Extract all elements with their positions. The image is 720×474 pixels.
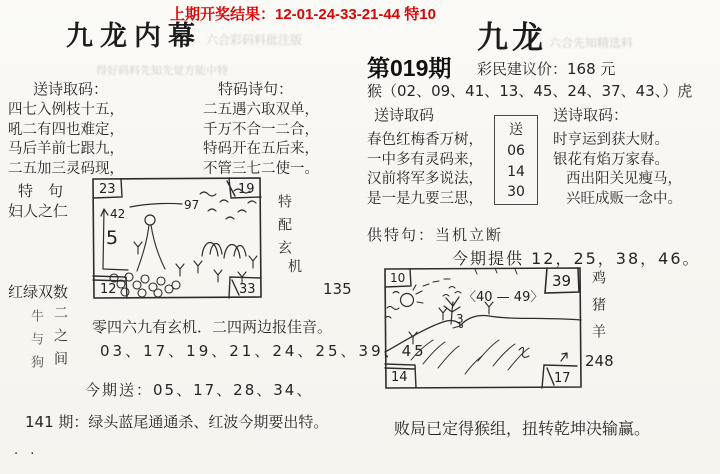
poem-line: 春色红梅香万树， xyxy=(367,132,483,148)
sketch-corner-tr: 39 xyxy=(552,272,572,290)
provide-line: 今期提供 12，25，38，46。 xyxy=(452,249,701,268)
zodiac-line: 猴（02、09、41、13、45、24、37、43、）虎 xyxy=(367,82,693,100)
send-box-label: 送 xyxy=(509,122,523,138)
mystery-line: 零四六九有玄机．二四两边报佳音。 xyxy=(92,318,333,336)
sketch-num-c: 5 xyxy=(106,227,119,249)
poem-line: 四七入例枝十五， xyxy=(8,102,124,118)
left-page-title: 九龙内幕 xyxy=(66,21,202,52)
send-box-number: 14 xyxy=(507,163,525,180)
numbers-line: 03、17、19、21、24、25、39、45 xyxy=(100,342,427,360)
left-title-subtext: 六合彩码料批注版 xyxy=(206,33,303,47)
right-side-number: 248 xyxy=(585,352,614,370)
zodiac-column: 牛与狗 xyxy=(28,309,43,378)
poem-line: 二五加三灵码现， xyxy=(8,160,124,177)
left-faded-line: 得好码料先知先觉方能中特 xyxy=(96,64,228,77)
right-bottom-line: 败局已定得猴组，扭转乾坤决输赢。 xyxy=(394,419,651,438)
sketch-corner-br: 33 xyxy=(239,282,256,297)
sketch-corner-tl: 10 xyxy=(390,271,406,285)
sketch-corner-bl: 12 xyxy=(100,282,117,297)
sketch-num-a: 42 xyxy=(110,207,126,221)
send-numbers-box xyxy=(494,115,538,205)
left-side-vertical: 特配玄 xyxy=(276,194,292,263)
right-page-title: 九龙 xyxy=(477,20,547,56)
right-send-header-right: 送诗取码： xyxy=(553,106,629,124)
left-te-label: 特 句 xyxy=(18,182,64,200)
poem-line: 时亨运到获大财。 xyxy=(553,132,669,148)
poem-line: 汉前将军多说法， xyxy=(367,171,483,187)
poem-line: 西出阳关见瘦马， xyxy=(566,171,682,187)
corner-marks: · · xyxy=(14,447,39,462)
left-side-number: 135 xyxy=(323,280,352,298)
sketch-corner-tl: 23 xyxy=(99,182,116,197)
poem-line: 是一是九要三思， xyxy=(367,190,483,207)
poem-line: 吼二有四也难定， xyxy=(8,121,124,138)
poem-line: 特码开在五后来， xyxy=(203,141,319,157)
send-box-number: 30 xyxy=(507,183,525,200)
poem-line: 千万不合一二合， xyxy=(203,121,319,138)
between-column: 二之间 xyxy=(52,305,68,374)
special-phrase-line: 供特句：当机立断 xyxy=(367,226,504,244)
sketch-num-b: 97 xyxy=(184,198,200,212)
issue-number: 第019期 xyxy=(367,55,452,81)
sketch-range-label: 〈40 — 49〉 xyxy=(463,290,544,305)
sketch-tree-number: 3 xyxy=(456,312,464,326)
left-te-phrase: 妇人之仁 xyxy=(8,202,69,220)
period-line: 141 期：绿头蓝尾通通杀、红波今期要出特。 xyxy=(25,413,329,431)
sketch-corner-tr: 19 xyxy=(238,182,255,197)
right-poem-left xyxy=(367,128,483,206)
left-send-poem xyxy=(8,98,124,176)
sketch-corner-br: 17 xyxy=(554,371,571,386)
sketch-corner-bl: 14 xyxy=(391,370,408,385)
right-side-vertical: 鸡猪羊 xyxy=(590,270,606,351)
poem-line: 兴旺成贩一念中。 xyxy=(566,190,682,207)
poem-line: 不管三七二使一。 xyxy=(203,160,319,177)
right-poem-right xyxy=(553,128,682,206)
poem-line: 马后羊前七跟九， xyxy=(8,141,124,157)
send-box-number: 06 xyxy=(507,143,525,160)
right-send-header-left: 送诗取码 xyxy=(374,106,435,124)
red-green-label: 红绿双数 xyxy=(8,283,69,301)
left-te-poem xyxy=(203,98,319,176)
left-te-poem-header: 特码诗句： xyxy=(218,80,294,98)
poem-line: 一中多有灵码来， xyxy=(367,151,483,168)
right-sketch-hills xyxy=(383,266,583,390)
left-sketch-flowers xyxy=(90,176,265,300)
right-title-subtext: 六合先知精选料 xyxy=(549,36,634,50)
left-send-poem-header: 送诗取码： xyxy=(33,80,109,98)
left-side-vertical-2: 机 xyxy=(288,259,302,275)
send-line: 今期送：05、17、28、34、 xyxy=(85,381,314,399)
poem-line: 银花有焰万家春。 xyxy=(553,151,669,168)
poem-line: 二五遇六取双单， xyxy=(203,102,319,118)
last-draw-result: 上期开奖结果：12-01-24-33-21-44 特10 xyxy=(170,6,436,23)
price-line: 彩民建议价：168 元 xyxy=(477,60,616,78)
